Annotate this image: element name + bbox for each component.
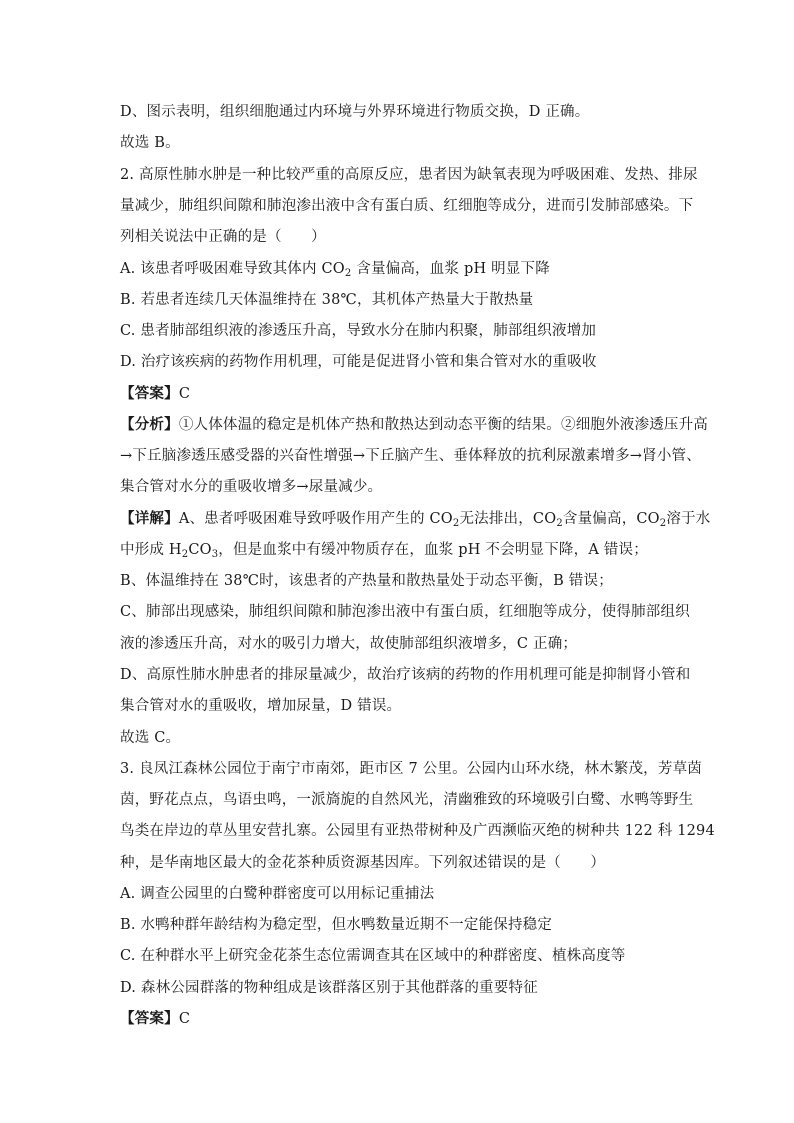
question-3-stem: 种，是华南地区最大的金花茶种质资源基因库。下列叙述错误的是（ ） xyxy=(120,855,606,871)
question-3-stem: 3. 良凤江森林公园位于南宁市南郊，距市区 7 公里。公园内山环水绕，林木繁茂，芳草茵 xyxy=(120,761,702,777)
question-2-detail: 液的渗透压升高，对水的吸引力增大，故使肺部组织液增多，C 正确； xyxy=(120,636,578,652)
question-2-stem: 列相关说法中正确的是（ ） xyxy=(120,229,326,245)
choose-b: 故选 B。 xyxy=(120,135,180,151)
question-3-option-a: A. 调查公园里的白鹭种群密度可以用标记重捕法 xyxy=(120,886,435,902)
question-2-answer: 【答案】C xyxy=(120,385,191,402)
question-2-stem: 2. 高原性肺水肿是一种比较严重的高原反应，患者因为缺氧表现为呼吸困难、发热、排尿 xyxy=(120,167,698,183)
question-2-detail: 集合管对水的重吸收，增加尿量，D 错误。 xyxy=(120,698,402,714)
question-3-stem: 茵，野花点点，鸟语虫鸣，一派旖旎的自然风光，清幽雅致的环境吸引白鹭、水鸭等野生 xyxy=(120,792,694,808)
question-3-answer: 【答案】C xyxy=(120,1010,191,1027)
question-2-detail: 【详解】A、患者呼吸困难导致呼吸作用产生的 $CO_2$无法排出，$CO_2$含量偏高，$CO_2$溶于水 xyxy=(120,510,711,529)
choose-c: 故选 C。 xyxy=(120,730,181,746)
question-2-option-d: D. 治疗该疾病的药物作用机理，可能是促进肾小管和集合管对水的重吸收 xyxy=(120,354,597,370)
question-3-option-b: B. 水鸭种群年龄结构为稳定型，但水鸭数量近期不一定能保持稳定 xyxy=(120,917,553,933)
question-2-analysis: 【分析】①人体体温的稳定是机体产热和散热达到动态平衡的结果。②细胞外液渗透压升高 xyxy=(120,416,709,433)
question-2-detail: B、体温维持在 38℃时，该患者的产热量和散热量处于动态平衡，B 错误； xyxy=(120,573,613,589)
option-d-explanation: D、图示表明，组织细胞通过内环境与外界环境进行物质交换，D 正确。 xyxy=(120,104,590,120)
question-2-option-c: C. 患者肺部组织液的渗透压升高，导致水分在肺内积聚，肺部组织液增加 xyxy=(120,323,597,339)
question-3-option-c: C. 在种群水平上研究金花茶生态位需调查其在区域中的种群密度、植株高度等 xyxy=(120,948,626,964)
question-2-option-b: B. 若患者连续几天体温维持在 38℃，其机体产热量大于散热量 xyxy=(120,292,534,308)
question-2-analysis: →下丘脑渗透压感受器的兴奋性增强→下丘脑产生、垂体释放的抗利尿激素增多→肾小管、 xyxy=(120,448,701,464)
question-2-detail: C、肺部出现感染，肺组织间隙和肺泡渗出液中有蛋白质，红细胞等成分，使得肺部组织 xyxy=(120,604,690,620)
question-3-stem: 鸟类在岸边的草丛里安营扎寨。公园里有亚热带树种及广西濒临灭绝的树种共 122 科 1294 xyxy=(120,823,715,839)
question-3-option-d: D. 森林公园群落的物种组成是该群落区别于其他群落的重要特征 xyxy=(120,980,538,996)
question-2-option-a: A. 该患者呼吸困难导致其体内 $CO_2$ 含量偏高，血浆 pH 明显下降 xyxy=(120,261,550,279)
question-2-stem: 量减少，肺组织间隙和肺泡渗出液中含有蛋白质、红细胞等成分，进而引发肺部感染。下 xyxy=(120,198,694,214)
question-2-analysis: 集合管对水分的重吸收增多→尿量减少。 xyxy=(120,479,383,495)
question-2-detail: D、高原性肺水肿患者的排尿量减少，故治疗该病的药物的作用机理可能是抑制肾小管和 xyxy=(120,667,691,683)
question-2-detail: 中形成 $H_2CO_3$，但是血浆中有缓冲物质存在，血浆 pH 不会明显下降，A 错误； xyxy=(120,542,648,560)
